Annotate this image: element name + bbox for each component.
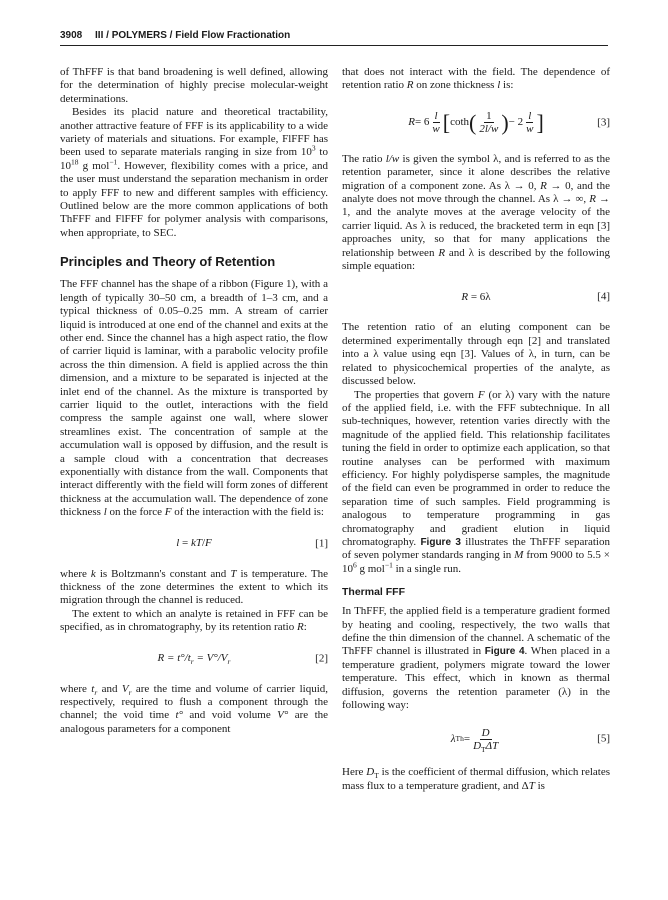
right-paragraph-4: The properties that govern F (or λ) vary with the nature of the applied field, i.e. with the FFF subtechnique. In all sub-techniques, however, retention varies directly with the magnitude of the applied field. This relationship facilitates tuning the field in order to optimize each application, so that routine analyses can be performed with maximum efficiency. For highly polydisperse samples, the magnitude of the field can even be programmed in order to reduce the separation time of such samples. Field programming is analogous to temperature programming in gas chromatography and gradient elution in liquid chromatography. Figure 3 illustrates the ThFFF separation of seven polymer standards ranging in M from 9000 to $5.5 \times 10^6$ g mol$^{-1}$ in a single run.: [342, 388, 610, 575]
equation-number: [2]: [315, 651, 328, 664]
right-paragraph-1: that does not interact with the field. The dependence of retention ratio R on zone thickness l is:: [342, 66, 610, 92]
left-paragraph-3: The FFF channel has the shape of a ribbon (Figure 1), with a length of typically 30–50 cm, a breadth of 1–3 cm, and a typical thickness of 0.05–0.25 mm. A stream of carrier liquid is introduced at one end of the channel and exits at the other end. Since the channel has a high aspect ratio, the flow of carrier liquid is laminar, with a parabolic velocity profile across the thin dimension. A field is applied across the thin dimension, and a mixture to be separated is injected at the inlet end of the channel. As the mixture is transported by carrier liquid to the outlet, interactions with the field compress the sample against one wall, where slower streamlines exist. The concentration of sample at the accumulation wall is opposed by diffusion, and the result is a sample cloud with a concentration that decreases exponentially with distance from the wall. Components that interact differently with the field will form zones of different thickness at the accumulation wall. The dependence of zone thickness l on the force F of the interaction with the field is:: [60, 278, 328, 519]
left-paragraph-6: where $t_r$ and $V_r$ are the time and volume of carrier liquid, respectively, required to flush a component through the channel; the void time t° and void volume V° are the analogous parameters for a component: [60, 682, 329, 735]
equation-2: $R = t^\circ/t_r = V^\circ/V_r$ [2]: [157, 651, 328, 667]
right-column: [342, 66, 610, 793]
section-heading-thermal-fff: Thermal FFF: [342, 586, 406, 599]
equation-1: l = kT/F [1]: [176, 536, 328, 549]
equation-number: [1]: [315, 536, 328, 549]
left-paragraph-1: of ThFFF is that band broadening is well defined, allowing for the determination of highly precise molecular-weight determinations.: [60, 66, 328, 105]
right-paragraph-6: Here $D_T$ is the coefficient of thermal diffusion, which relates mass flux to a temperature gradient, and ΔT is: [342, 766, 610, 792]
right-paragraph-2: The ratio l/w is given the symbol λ, and is referred to as the retention parameter, since it alone describes the relative migration of a component zone. As λ → 0, R → 0, and the analyte does not move through the channel. As λ → ∞, R → 1, and the analyte moves at the average velocity of the carrier liquid. As λ is reduced, the bracketed term in eqn [3] approaches unity, so that for many applications the relationship between R and λ is described by the following simple equation:: [342, 152, 610, 273]
equation-3: R = 6 $\frac{l}{w}$ [ coth ( $\frac{1}{2l/w}$ ) − 2 $\frac{l}{w}$ ] [3]: [408, 109, 610, 136]
equation-number: [3]: [597, 116, 610, 129]
equation-number: [4]: [597, 290, 610, 303]
running-header: [60, 30, 608, 46]
left-paragraph-5: The extent to which an analyte is retained in FFF can be specified, as in chromatography, by its retention ratio R:: [60, 607, 328, 634]
page-number: 3908: [60, 30, 83, 41]
section-heading-principles: Principles and Theory of Retention: [60, 254, 276, 270]
figure-reference: Figure 4: [484, 646, 525, 658]
figure-reference: Figure 3: [420, 536, 461, 548]
equation-5: λ Th = $\frac{D}{D_T\Delta T}$ [5]: [450, 726, 610, 755]
equation-number: [5]: [597, 732, 610, 745]
right-paragraph-3: The retention ratio of an eluting component can be determined experimentally through eqn [2] and translated into a λ value using eqn [3]. Values of λ, in turn, can be related to physicochemical properties of the analyte, as discussed below.: [342, 321, 610, 388]
running-title: III / POLYMERS / Field Flow Fractionation: [95, 30, 291, 41]
left-column: [60, 66, 328, 736]
left-paragraph-2: Besides its placid nature and theoretical tractability, another attractive feature of FFF is its applicability to a wide variety of materials and situations. For example, FlFFF has been used to separate materials ranging in size from $10^3$ to $10^{18}$ g mol$^{-1}$. However, flexibility comes with a price, and the user must understand the separation mechanism in order to apply FFF to new and different samples with efficiency. Outlined below are the more common applications of both ThFFF and FlFFF for polymer analysis with comparisons, when appropriate, to SEC.: [60, 106, 328, 239]
equation-4: R = 6λ [4]: [461, 290, 610, 303]
left-paragraph-4: where k is Boltzmann's constant and T is temperature. The thickness of the zone determines the extent to which its migration through the channel is reduced.: [60, 567, 329, 607]
right-paragraph-5: In ThFFF, the applied field is a temperature gradient formed by heating and cooling, respectively, the two walls that define the thin dimension of the channel. A schematic of the ThFFF channel is illustrated in Figure 4. When placed in a temperature gradient, polymers migrate toward the lower temperature. This effect, which in known as thermal diffusion, governs the retention parameter (λ) in the following way:: [342, 605, 610, 712]
